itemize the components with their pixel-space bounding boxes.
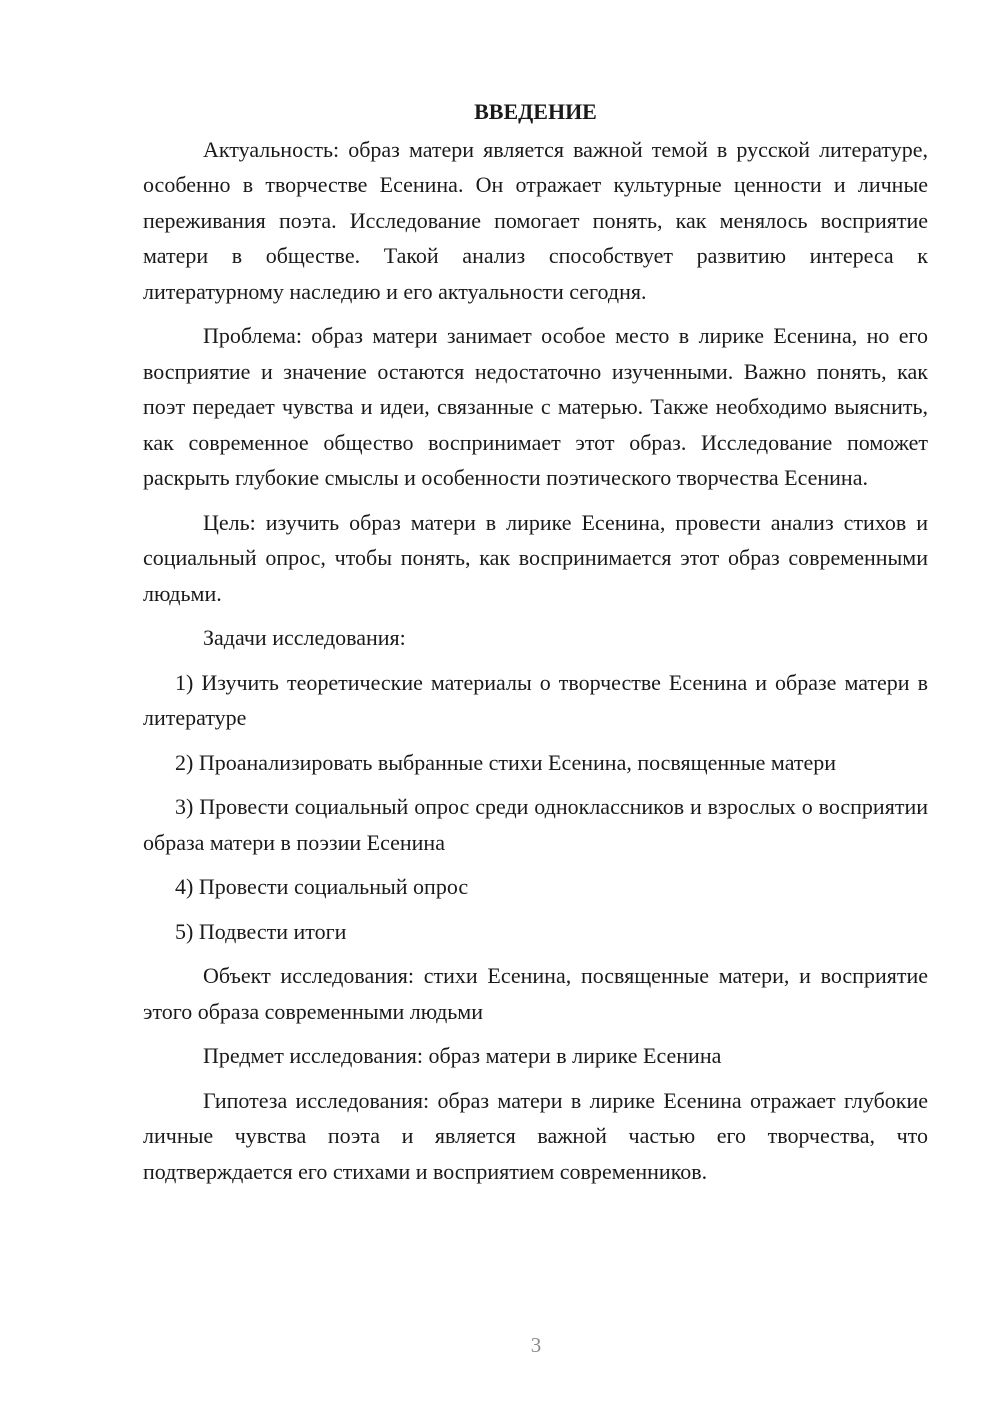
task-item-4: 4) Провести социальный опрос: [175, 874, 469, 899]
task-item-3: 3) Провести социальный опрос среди одноклассников и взрослых о восприятии образа матери в поэзии Есенина: [143, 794, 928, 855]
tasks-heading: Задачи исследования:: [203, 625, 406, 650]
paragraph-object: Объект исследования: стихи Есенина, посвященные матери, и восприятие этого образа современными людьми: [143, 963, 928, 1024]
paragraph-goal: Цель: изучить образ матери в лирике Есенина, провести анализ стихов и социальный опрос, чтобы понять, как воспринимается этот образ современными людьми.: [143, 509, 928, 606]
page-content: [143, 94, 928, 1198]
section-title: ВВЕДЕНИЕ: [474, 99, 597, 124]
task-item-2: 2) Проанализировать выбранные стихи Есенина, посвященные матери: [175, 749, 837, 775]
paragraph-relevance: Актуальность: образ матери является важной темой в русской литературе, особенно в творчестве Есенина. Он отражает культурные ценности и личные переживания поэта. Исследование помогает понять, как менялось восприятие матери в обществе. Такой анализ способствует развитию интереса к литературному наследию и его актуальности сегодня.: [143, 136, 928, 304]
paragraph-hypothesis: Гипотеза исследования: образ матери в лирике Есенина отражает глубокие личные чувства поэта и является важной частью его творчества, что подтверждается его стихами и восприятием современников.: [143, 1087, 928, 1184]
paragraph-subject: Предмет исследования: образ матери в лирике Есенина: [203, 1043, 722, 1068]
page-number: 3: [530, 1333, 542, 1357]
paragraph-problem: Проблема: образ матери занимает особое место в лирике Есенина, но его восприятие и значение остаются недостаточно изученными. Важно понять, как поэт передает чувства и идеи, связанные с матерью. Также необходимо выяснить, как современное общество воспринимает этот образ. Исследование поможет раскрыть глубокие смыслы и особенности поэтического творчества Есенина.: [143, 323, 928, 490]
task-item-1: 1) Изучить теоретические материалы о творчестве Есенина и образе матери в литературе: [143, 669, 928, 730]
task-item-5: 5) Подвести итоги: [175, 918, 347, 944]
